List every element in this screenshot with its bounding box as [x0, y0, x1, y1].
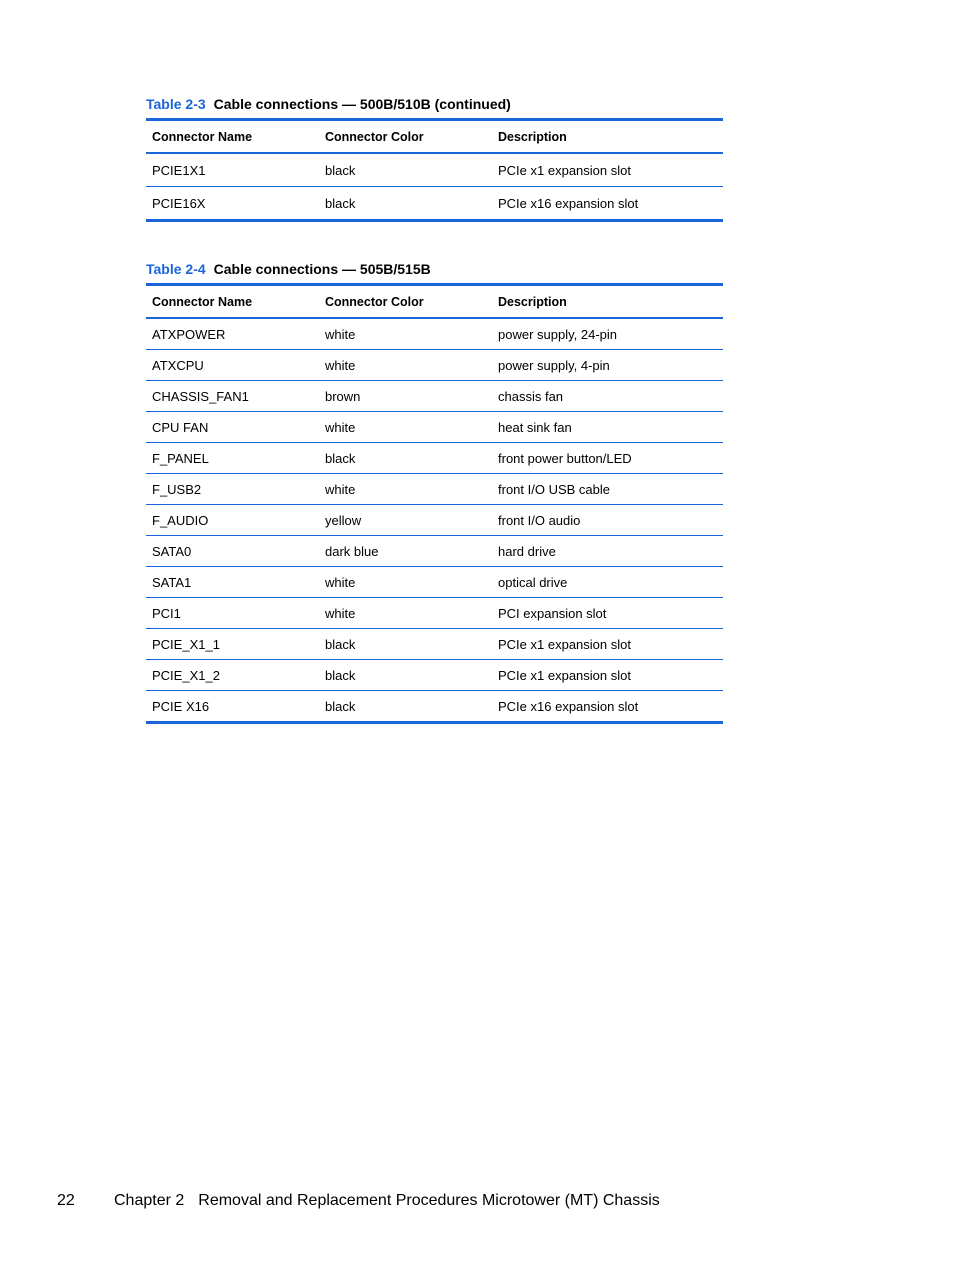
table-title: Cable connections — 500B/510B (continued) [213, 96, 511, 112]
cell-description: front power button/LED [492, 443, 723, 474]
column-header-description: Description [492, 120, 723, 154]
cell-connector-color: white [319, 474, 492, 505]
cell-connector-color: yellow [319, 505, 492, 536]
cell-description: power supply, 4-pin [492, 350, 723, 381]
page-footer [57, 1190, 660, 1212]
table-caption [146, 259, 723, 279]
cable-connections-table-500b [146, 118, 723, 222]
cell-connector-color: black [319, 443, 492, 474]
cell-connector-name: ATXPOWER [146, 318, 319, 350]
cell-connector-name: PCIE_X1_1 [146, 629, 319, 660]
table-2-3-block [146, 94, 723, 222]
table-row [146, 318, 723, 350]
cell-connector-name: CPU FAN [146, 412, 319, 443]
chapter-title: Removal and Replacement Procedures Microtower (MT) Chassis [198, 1192, 660, 1209]
table-row [146, 187, 723, 221]
cell-connector-name: PCIE16X [152, 195, 206, 211]
cell-description: hard drive [492, 536, 723, 567]
cell-connector-color: black [325, 195, 356, 211]
cell-connector-color: black [319, 660, 492, 691]
column-header-connector-name: Connector Name [146, 285, 319, 319]
table-row [146, 598, 723, 629]
cell-description: power supply, 24-pin [492, 318, 723, 350]
table-row [146, 153, 723, 187]
chapter-label: Chapter 2 [114, 1192, 185, 1209]
cell-description: optical drive [492, 567, 723, 598]
cell-connector-color: black [319, 153, 492, 187]
table-title: Cable connections — 505B/515B [213, 261, 431, 277]
cell-connector-color: white [319, 412, 492, 443]
cable-connections-table-505b [146, 283, 723, 724]
cell-connector-color: dark blue [319, 536, 492, 567]
cell-description: front I/O USB cable [492, 474, 723, 505]
cell-description: PCIe x1 expansion slot [492, 153, 723, 187]
table-2-4-block [146, 259, 723, 724]
column-header-connector-color: Connector Color [319, 285, 492, 319]
cell-description: PCI expansion slot [492, 598, 723, 629]
column-header-description: Description [492, 285, 723, 319]
table-row [146, 660, 723, 691]
cell-description: front I/O audio [492, 505, 723, 536]
cell-connector-name: PCIE1X1 [146, 153, 319, 187]
cell-description: heat sink fan [492, 412, 723, 443]
table-row [146, 474, 723, 505]
cell-connector-name: F_PANEL [146, 443, 319, 474]
table-row [146, 381, 723, 412]
table-row [146, 350, 723, 381]
cell-description: PCIe x1 expansion slot [492, 660, 723, 691]
table-number: Table 2-4 [146, 261, 206, 277]
table-row [146, 505, 723, 536]
table-row [146, 629, 723, 660]
table-row [146, 567, 723, 598]
column-header-connector-color: Connector Color [319, 120, 492, 154]
cell-description: PCIe x16 expansion slot [498, 195, 639, 211]
column-header-connector-name: Connector Name [146, 120, 319, 154]
cell-connector-name: F_USB2 [146, 474, 319, 505]
table-header-row [146, 120, 723, 154]
table-row [146, 412, 723, 443]
cell-connector-color: black [325, 698, 356, 714]
table-caption [146, 94, 723, 114]
table-row [146, 443, 723, 474]
cell-connector-name: ATXCPU [146, 350, 319, 381]
cell-description: PCIe x1 expansion slot [492, 629, 723, 660]
cell-connector-color: white [319, 350, 492, 381]
cell-description: PCIe x16 expansion slot [498, 698, 639, 714]
cell-connector-color: brown [319, 381, 492, 412]
table-row [146, 691, 723, 723]
cell-connector-name: PCI1 [146, 598, 319, 629]
cell-connector-name: CHASSIS_FAN1 [146, 381, 319, 412]
table-number: Table 2-3 [146, 96, 206, 112]
cell-connector-color: white [319, 598, 492, 629]
cell-connector-name: F_AUDIO [146, 505, 319, 536]
cell-connector-color: white [319, 318, 492, 350]
page-number: 22 [57, 1192, 75, 1209]
cell-connector-color: white [319, 567, 492, 598]
cell-connector-name: SATA0 [146, 536, 319, 567]
cell-connector-name: SATA1 [146, 567, 319, 598]
cell-connector-color: black [319, 629, 492, 660]
table-header-row [146, 285, 723, 319]
cell-connector-name: PCIE X16 [152, 698, 210, 714]
cell-connector-name: PCIE_X1_2 [146, 660, 319, 691]
cell-description: chassis fan [492, 381, 723, 412]
table-row [146, 536, 723, 567]
